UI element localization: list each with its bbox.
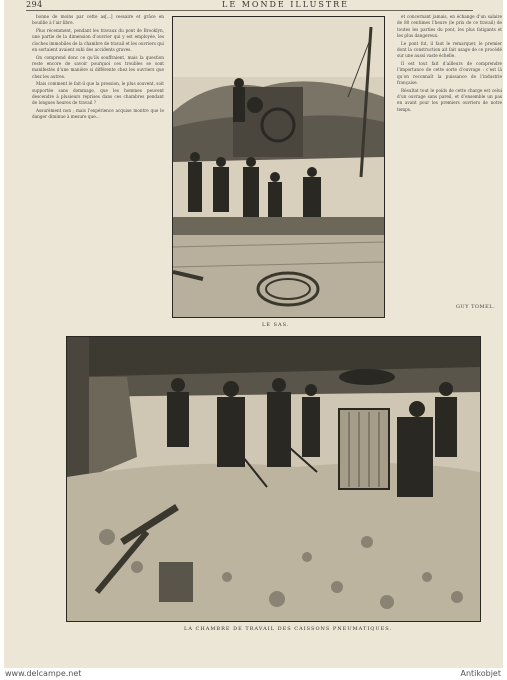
figure-caption: LE SAS. bbox=[262, 322, 290, 328]
seller-watermark: Antikobjet bbox=[460, 669, 501, 678]
paragraph: Mais comment le fait-il que la pression, le plus souvent, soit supportée sans dommage, que les hommes peuvent descendre à plusieurs reprises dans ces chambres pendant de longues heures de travail ? bbox=[32, 81, 164, 106]
running-title: LE MONDE ILLUSTRÉ bbox=[222, 0, 350, 9]
paragraph: On comprend donc ce qu’ils souffraient, mais la question reste encore de savoir pourquoi ces troubles se sont manifestés d’une manière si différente chez les ouvriers que chez les autres. bbox=[32, 54, 164, 79]
paragraph: Il est tout fait d’ailleurs de comprendre l’importance de cette sorte d’ouvrage : c’est là qu’on reconnaît la puissance de l’industrie française. bbox=[397, 61, 502, 85]
airlock-illustration bbox=[173, 17, 384, 317]
engraving-work-chamber bbox=[66, 336, 481, 622]
header-rule bbox=[26, 10, 473, 11]
paragraph: Résultat tout le poids de cette charge est celui d’un ouvrage sans pareil, et d’ensemble un pas en avant pour les premiers ouvriers de notre temps. bbox=[397, 87, 502, 112]
page-number: 294 bbox=[26, 0, 43, 9]
paragraph: Plus récemment, pendant les travaux du pont de Brooklyn, une partie de la dimension d’ouvrier qui y est employée, les cloches immobiles de la chambre de travail et les ouvriers qui en sortaient avaient subi des accidents graves. bbox=[32, 28, 164, 52]
engraving-airlock bbox=[172, 16, 385, 318]
source-watermark: www.delcampe.net bbox=[5, 669, 82, 678]
footer-bar bbox=[0, 668, 507, 680]
figure-caption: LA CHAMBRE DE TRAVAIL DES CAISSONS PNEUMATIQUES. bbox=[184, 626, 393, 632]
right-text-column bbox=[397, 14, 502, 312]
paragraph: bonne de moins par cette as[...] cessaire et grâce en bouillie à l’air libre. bbox=[32, 14, 164, 26]
paragraph: Le pont fut, il faut le remarquer, le premier dont la construction ait fait usage de ce procédé sur une aussi vaste échelle. bbox=[397, 40, 502, 59]
author-signature: GUY TOMEL. bbox=[456, 304, 496, 310]
paragraph: Assurément non ; mais l’expérience acquise montre que le danger diminue à mesure que... bbox=[32, 108, 164, 120]
newspaper-page bbox=[4, 0, 503, 668]
paragraph: et concernant jamais, en échange d’un salaire de 80 centimes l’heure (le prix de ce travail) de toutes les parties du pont, les plus fatigants et les plus dangereux. bbox=[397, 14, 502, 38]
work-chamber-illustration bbox=[67, 337, 480, 621]
left-text-column bbox=[32, 14, 164, 329]
